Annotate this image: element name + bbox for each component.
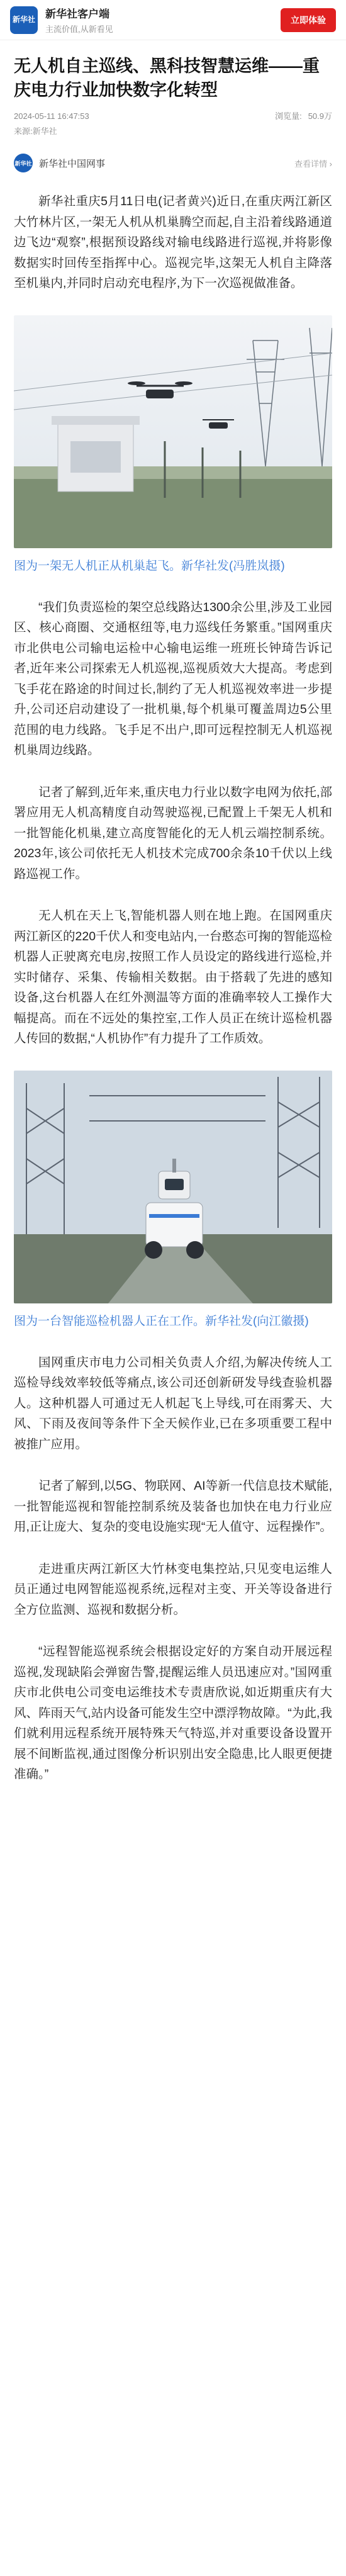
- article-source: 来源:新华社: [14, 127, 57, 136]
- drone-photo[interactable]: [14, 315, 332, 548]
- app-logo-text: 新华社: [12, 15, 35, 24]
- view-details-link[interactable]: 查看详情 ›: [294, 159, 332, 169]
- author-avatar: [14, 154, 33, 172]
- app-banner: [0, 0, 346, 40]
- view-count: [269, 111, 332, 122]
- paragraph: “远程智能巡视系统会根据设定好的方案自动开展远程巡视,发现缺陷会弹窗告警,提醒运维人员迅速应对。”国网重庆市北供电公司变电运维技术专责唐欣说,如近期重庆有大风、阵雨天气,站内设备可能发生空中漂浮物故障。“为此,我们就利用远程系统开展特殊天气特巡,并对重要设备设置开展不间断监视,通过图像分析识别出安全隐患,比人眼更便捷准确。”: [14, 1645, 332, 1781]
- paragraph: 新华社重庆5月11日电(记者黄兴)近日,在重庆两江新区大竹林片区,一架无人机从机巢腾空而起,自主沿着线路通道边飞边“观察”,根据预设路线对输电线路进行巡视,并将影像数据实时回传至指挥中心。巡视完毕,这架无人机自主降落至机巢内,并同时启动充电程序,为下一次巡视做准备。: [14, 194, 332, 290]
- article-title: 无人机自主巡线、黑科技智慧运维——重庆电力行业加快数字化转型: [14, 57, 320, 99]
- paragraph: 国网重庆市电力公司相关负责人介绍,为解决传统人工巡检导线效率较低等痛点,该公司还创新研发导线查验机器人。这种机器人可通过无人机起飞上导线,可在雨雾天、大风、下雨及夜间等条件下全天候作业,已在多项重要工程中被推广应用。: [14, 1355, 332, 1451]
- author-row[interactable]: [14, 154, 332, 172]
- photo-caption: 图为一架无人机正从机巢起飞。新华社发(冯胜岚摄): [14, 559, 285, 573]
- paragraph: 走进重庆两江新区大竹林变电集控站,只见变电运维人员正通过电网智能巡视系统,远程对主变、开关等设备进行全方位监测、巡视和数据分析。: [14, 1561, 332, 1617]
- views-label: 浏览量:: [275, 111, 302, 121]
- author-avatar-text: 新华社: [14, 160, 32, 167]
- app-name: 新华社客户端: [45, 8, 109, 20]
- paragraph: 记者了解到,近年来,重庆电力行业以数字电网为依托,部署应用无人机高精度自动驾驶巡视,已配置上千架无人机和一批智能化机巢,建立高度智能化的无人机云端控制系统。2023年,该公司依托无人机技术完成700余条10千伏以上线路巡视工作。: [14, 785, 332, 881]
- author-name: 新华社中国网事: [39, 158, 106, 169]
- article: [0, 54, 346, 1785]
- drone-photo-image: [14, 315, 332, 548]
- try-now-button[interactable]: 立即体验: [281, 8, 336, 32]
- robot-photo[interactable]: [14, 1071, 332, 1303]
- paragraph: 无人机在天上飞,智能机器人则在地上跑。在国网重庆两江新区的220千伏人和变电站内,一台憨态可掬的智能巡检机器人正驶离充电房,按照工作人员设定的路线进行巡检,并实时储存、采集、传输相关数据。由于搭载了先进的感知设备,这台机器人在红外测温等方面的准确率较人工操作大幅提高。而在不远处的集控室,工作人员正在统计巡检机器人传回的数据,“人机协作”有力提升了工作质效。: [14, 909, 332, 1045]
- publish-date: 2024-05-11 16:47:53: [14, 111, 89, 121]
- paragraph: “我们负责巡检的架空总线路达1300余公里,涉及工业园区、核心商圈、交通枢纽等,电力巡线任务繁重。”国网重庆市北供电公司输电运检中心输电运维一班班长钟琦告诉记者,近年来公司探索无人机巡视,巡视质效大大提高。考虑到飞手花在路途的时间过长,制约了无人机巡视效率进一步提升,公司还启动建设了一批机巢,每个机巢可覆盖周边5公里范围的电力线路。飞手足不出户,即可远程控制无人机巡视机巢周边线路。: [14, 600, 332, 757]
- paragraph: 记者了解到,以5G、物联网、AI等新一代信息技术赋能,一批智能巡视和智能控制系统及装备也加快在电力行业应用,正让庞大、复杂的变电设施实现“无人值守、远程操作”。: [14, 1479, 332, 1534]
- app-logo: [10, 6, 38, 34]
- article-meta: [14, 111, 332, 122]
- robot-photo-image: [14, 1071, 332, 1303]
- photo-caption: 图为一台智能巡检机器人正在工作。新华社发(向江徽摄): [14, 1314, 309, 1328]
- app-slogan: 主流价值,从新看见: [45, 25, 113, 34]
- app-info: [45, 5, 281, 35]
- views-value: 50.9万: [308, 111, 332, 121]
